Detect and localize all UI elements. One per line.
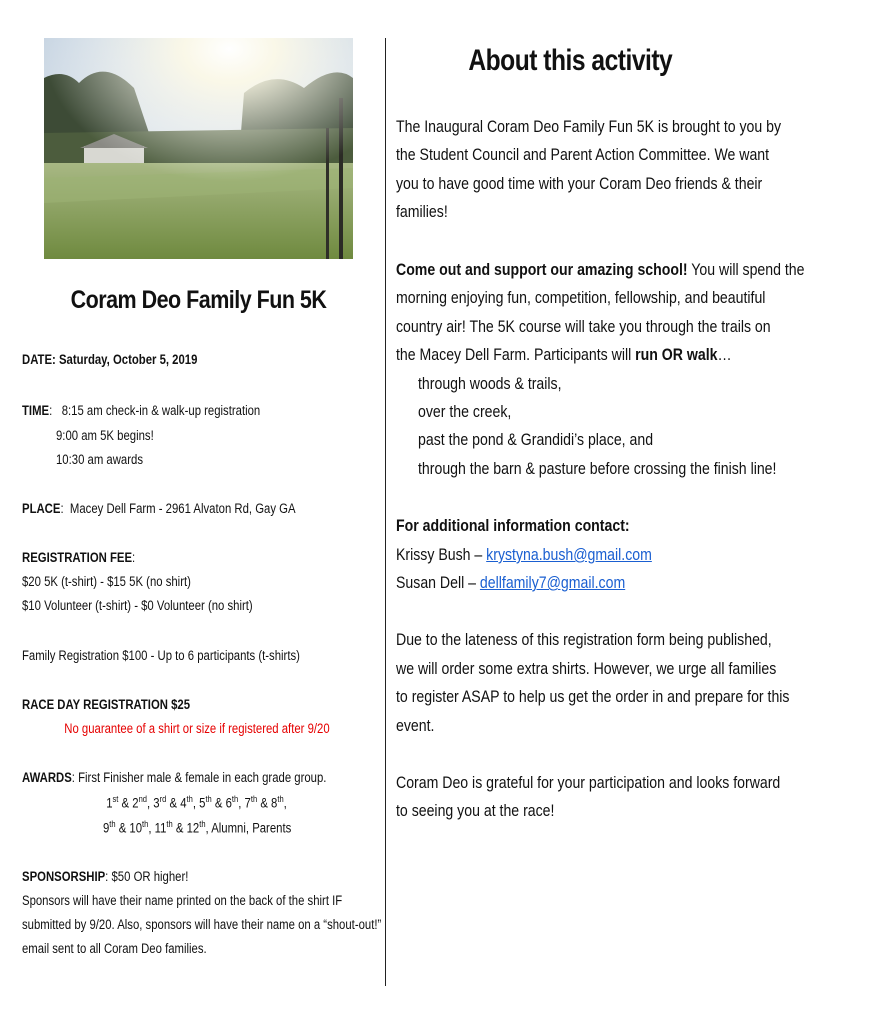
grades-line-1: 1st & 2nd, 3rd & 4th, 5th & 6th, 7th & 8th, [106, 794, 288, 811]
about-p2-l4: the Macey Dell Farm. Participants will run OR walk… [396, 345, 732, 364]
sponsorship-text-3: email sent to all Coram Deo families. [22, 941, 207, 956]
sponsorship-line: SPONSORSHIP: $50 OR higher! [22, 869, 189, 884]
race-day-note: No guarantee of a shirt or size if registered after 9/20 [64, 721, 330, 736]
contact-susan: Susan Dell – dellfamily7@gmail.com [396, 573, 626, 592]
about-p2-l1: Come out and support our amazing school! You will spend the [396, 260, 805, 279]
sponsorship-text-1: Sponsors will have their name printed on the back of the shirt IF [22, 893, 343, 908]
about-p4-l1: Coram Deo is grateful for your participation and looks forward [396, 773, 781, 792]
column-divider [385, 38, 386, 986]
about-p3-l1: Due to the lateness of this registration form being published, [396, 630, 772, 649]
about-p2-l3: country air! The 5K course will take you through the trails on [396, 317, 771, 336]
about-p1-l3: you to have good time with your Coram Deo friends & their [396, 174, 763, 193]
place-line: PLACE: Macey Dell Farm - 2961 Alvaton Rd, Gay GA [22, 501, 296, 516]
about-p4-l2: to seeing you at the race! [396, 801, 555, 820]
grades-source-2 [0, 0, 1, 1]
time-line-3: 10:30 am awards [56, 452, 143, 467]
course-item-4: through the barn & pasture before crossing the finish line! [418, 459, 777, 478]
grades-source-1 [0, 0, 1, 1]
course-item-3: past the pond & Grandidi’s place, and [418, 430, 654, 449]
fee-line-2: $10 Volunteer (t-shirt) - $0 Volunteer (no shirt) [22, 598, 253, 613]
awards-line: AWARDS: First Finisher male & female in each grade group. [22, 770, 327, 785]
date-line: DATE: Saturday, October 5, 2019 [22, 352, 198, 367]
about-p1-l1: The Inaugural Coram Deo Family Fun 5K is brought to you by [396, 117, 782, 136]
about-p1-l2: the Student Council and Parent Action Committee. We want [396, 145, 770, 164]
race-day-label: RACE DAY REGISTRATION $25 [22, 697, 191, 712]
about-title: About this activity [468, 44, 672, 77]
time-line-1: TIME: 8:15 am check-in & walk-up registration [22, 403, 261, 418]
sponsorship-text-2: submitted by 9/20. Also, sponsors will have their name on a “shout-out!” [22, 917, 382, 932]
fee-label: REGISTRATION FEE: [22, 550, 136, 565]
event-title: Coram Deo Family Fun 5K [70, 286, 327, 314]
family-fee: Family Registration $100 - Up to 6 participants (t-shirts) [22, 648, 300, 663]
farm-photo [44, 38, 353, 259]
about-p3-l3: to register ASAP to help us get the order in and prepare for this [396, 687, 790, 706]
about-p3-l4: event. [396, 716, 435, 735]
about-p1-l4: families! [396, 202, 448, 221]
susan-email-link[interactable]: dellfamily7@gmail.com [479, 573, 626, 592]
contact-krissy: Krissy Bush – krystyna.bush@gmail.com [396, 545, 652, 564]
time-line-2: 9:00 am 5K begins! [56, 428, 154, 443]
course-item-1: through woods & trails, [418, 374, 562, 393]
about-p3-l2: we will order some extra shirts. However, we urge all families [396, 659, 777, 678]
about-p2-l2: morning enjoying fun, competition, fellowship, and beautiful [396, 288, 766, 307]
contact-title: For additional information contact: [396, 516, 630, 535]
krissy-email-link[interactable]: krystyna.bush@gmail.com [486, 545, 652, 564]
course-item-2: over the creek, [418, 402, 512, 421]
fee-line-1: $20 5K (t-shirt) - $15 5K (no shirt) [22, 574, 191, 589]
grades-line-2: 9th & 10th, 11th & 12th, Alumni, Parents [102, 819, 292, 836]
